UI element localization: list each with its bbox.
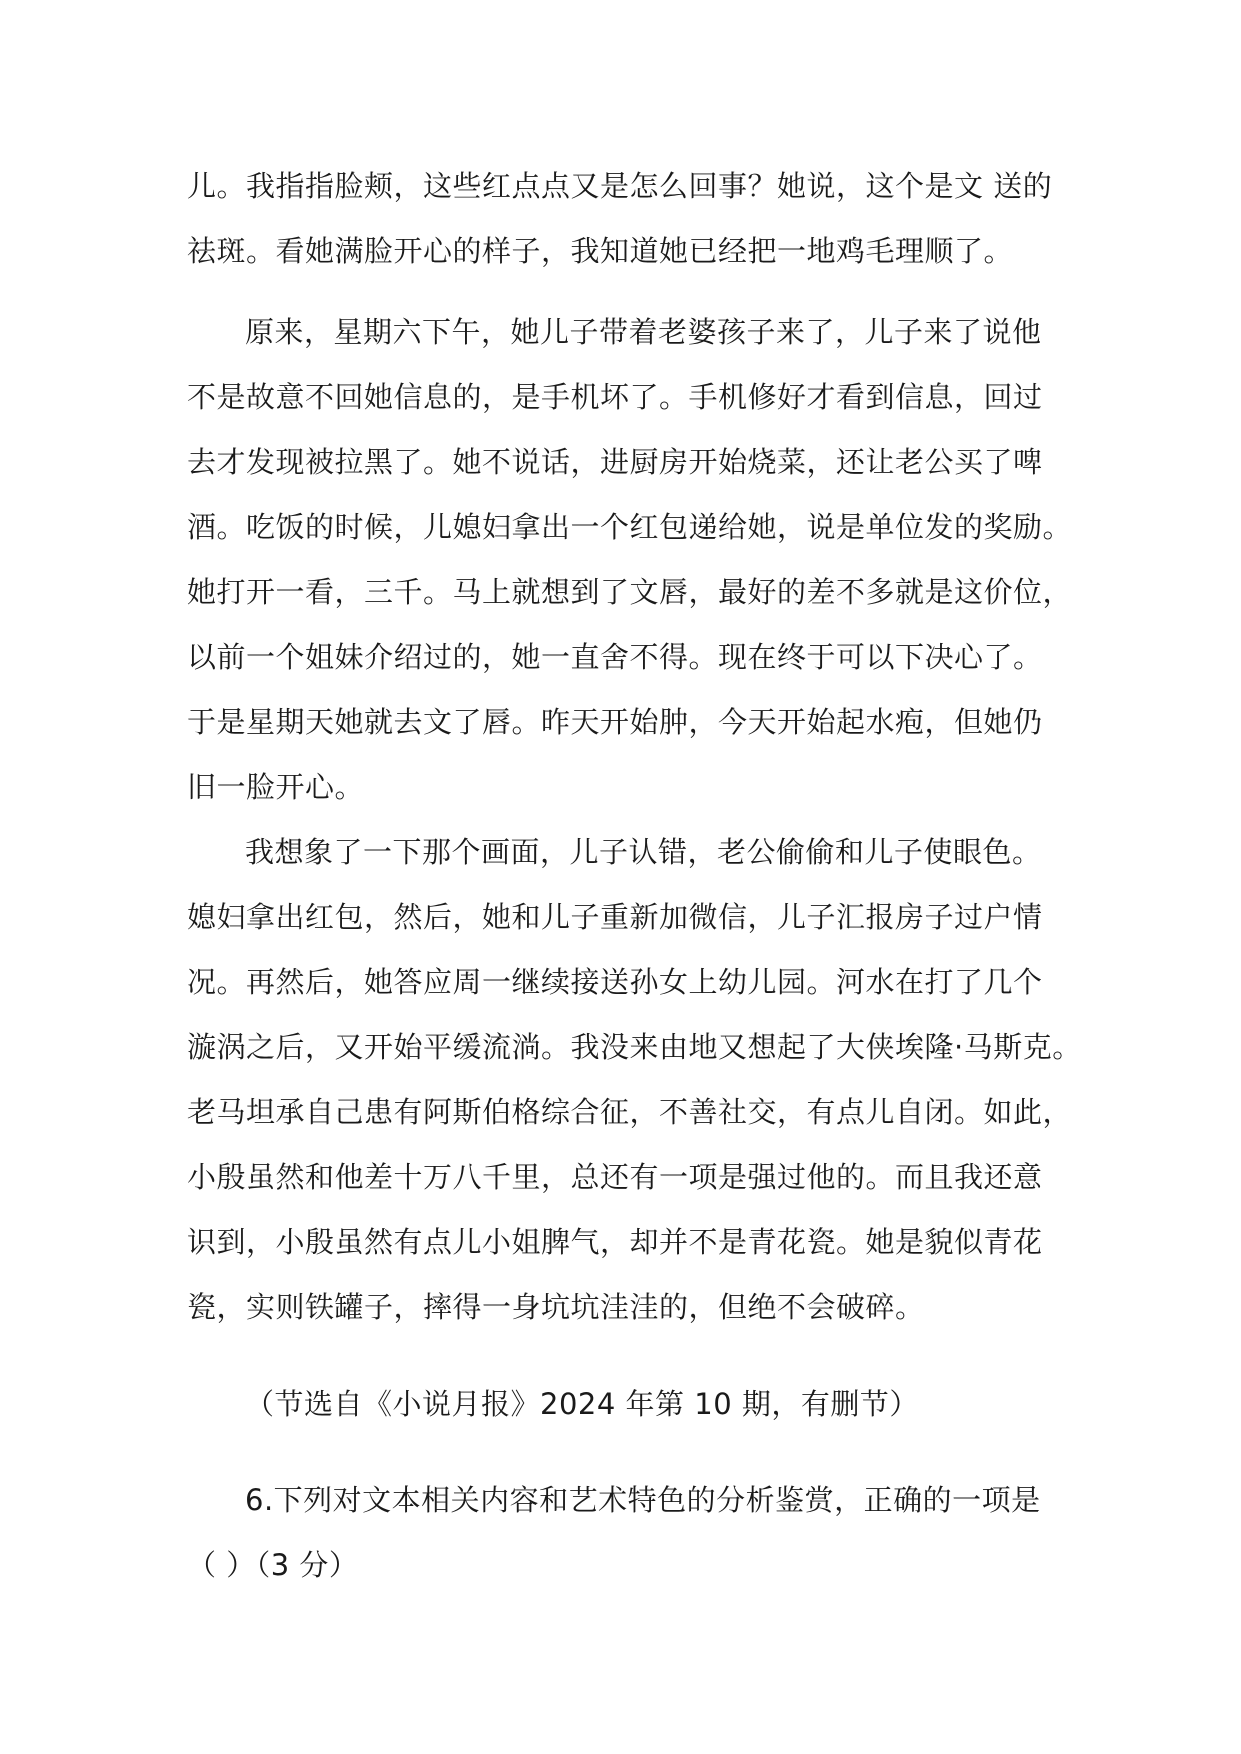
text-line: 以前一个姐妹介绍过的，她一直舍不得。现在终于可以下决心了。 [187, 640, 1043, 674]
text-line: 祛斑。看她满脸开心的样子，我知道她已经把一地鸡毛理顺了。 [187, 234, 1014, 268]
text-line: 她打开一看，三千。马上就想到了文唇，最好的差不多就是这价位， [187, 575, 1073, 609]
source-note [187, 1372, 1077, 1437]
paragraph-2 [187, 300, 1077, 820]
text-line: 于是星期天她就去文了唇。昨天开始肿，今天开始起水疱，但她仍 [187, 705, 1043, 739]
text-line: 我想象了一下那个画面，儿子认错，老公偷偷和儿子使眼色。 [245, 835, 1042, 869]
text-line: 媳妇拿出红包，然后，她和儿子重新加微信，儿子汇报房子过户情 [187, 900, 1043, 934]
answer-blank: （ ）（3 分） [187, 1548, 359, 1582]
text-line: 识到，小殷虽然有点儿小姐脾气，却并不是青花瓷。她是貌似青花 [187, 1225, 1043, 1259]
text-line: 瓷，实则铁罐子，摔得一身坑坑洼洼的，但绝不会破碎。 [187, 1290, 925, 1324]
text-line: 小殷虽然和他差十万八千里，总还有一项是强过他的。而且我还意 [187, 1160, 1043, 1194]
question-6 [187, 1468, 1077, 1598]
paragraph-1 [187, 154, 1077, 284]
paragraph-3 [187, 820, 1082, 1340]
text-line: 老马坦承自己患有阿斯伯格综合征，不善社交，有点儿自闭。如此， [187, 1095, 1073, 1129]
text-line: 酒。吃饭的时候，儿媳妇拿出一个红包递给她，说是单位发的奖励。 [187, 510, 1073, 544]
text-line: 旧一脸开心。 [187, 770, 365, 804]
text-line: 去才发现被拉黑了。她不说话，进厨房开始烧菜，还让老公买了啤 [187, 445, 1043, 479]
text-line: 儿。我指指脸颊，这些红点点又是怎么回事？她说，这个是文 送的 [187, 169, 1053, 203]
source-citation: （节选自《小说月报》2024 年第 10 期，有删节） [245, 1387, 919, 1421]
text-line: 不是故意不回她信息的，是手机坏了。手机修好才看到信息，回过 [187, 380, 1043, 414]
text-line: 况。再然后，她答应周一继续接送孙女上幼儿园。河水在打了几个 [187, 965, 1043, 999]
question-stem: 6.下列对文本相关内容和艺术特色的分析鉴赏，正确的一项是 [245, 1483, 1041, 1517]
text-line: 原来，星期六下午，她儿子带着老婆孩子来了，儿子来了说他 [245, 315, 1042, 349]
text-line: 漩涡之后，又开始平缓流淌。我没来由地又想起了大侠埃隆·马斯克。 [187, 1030, 1082, 1064]
